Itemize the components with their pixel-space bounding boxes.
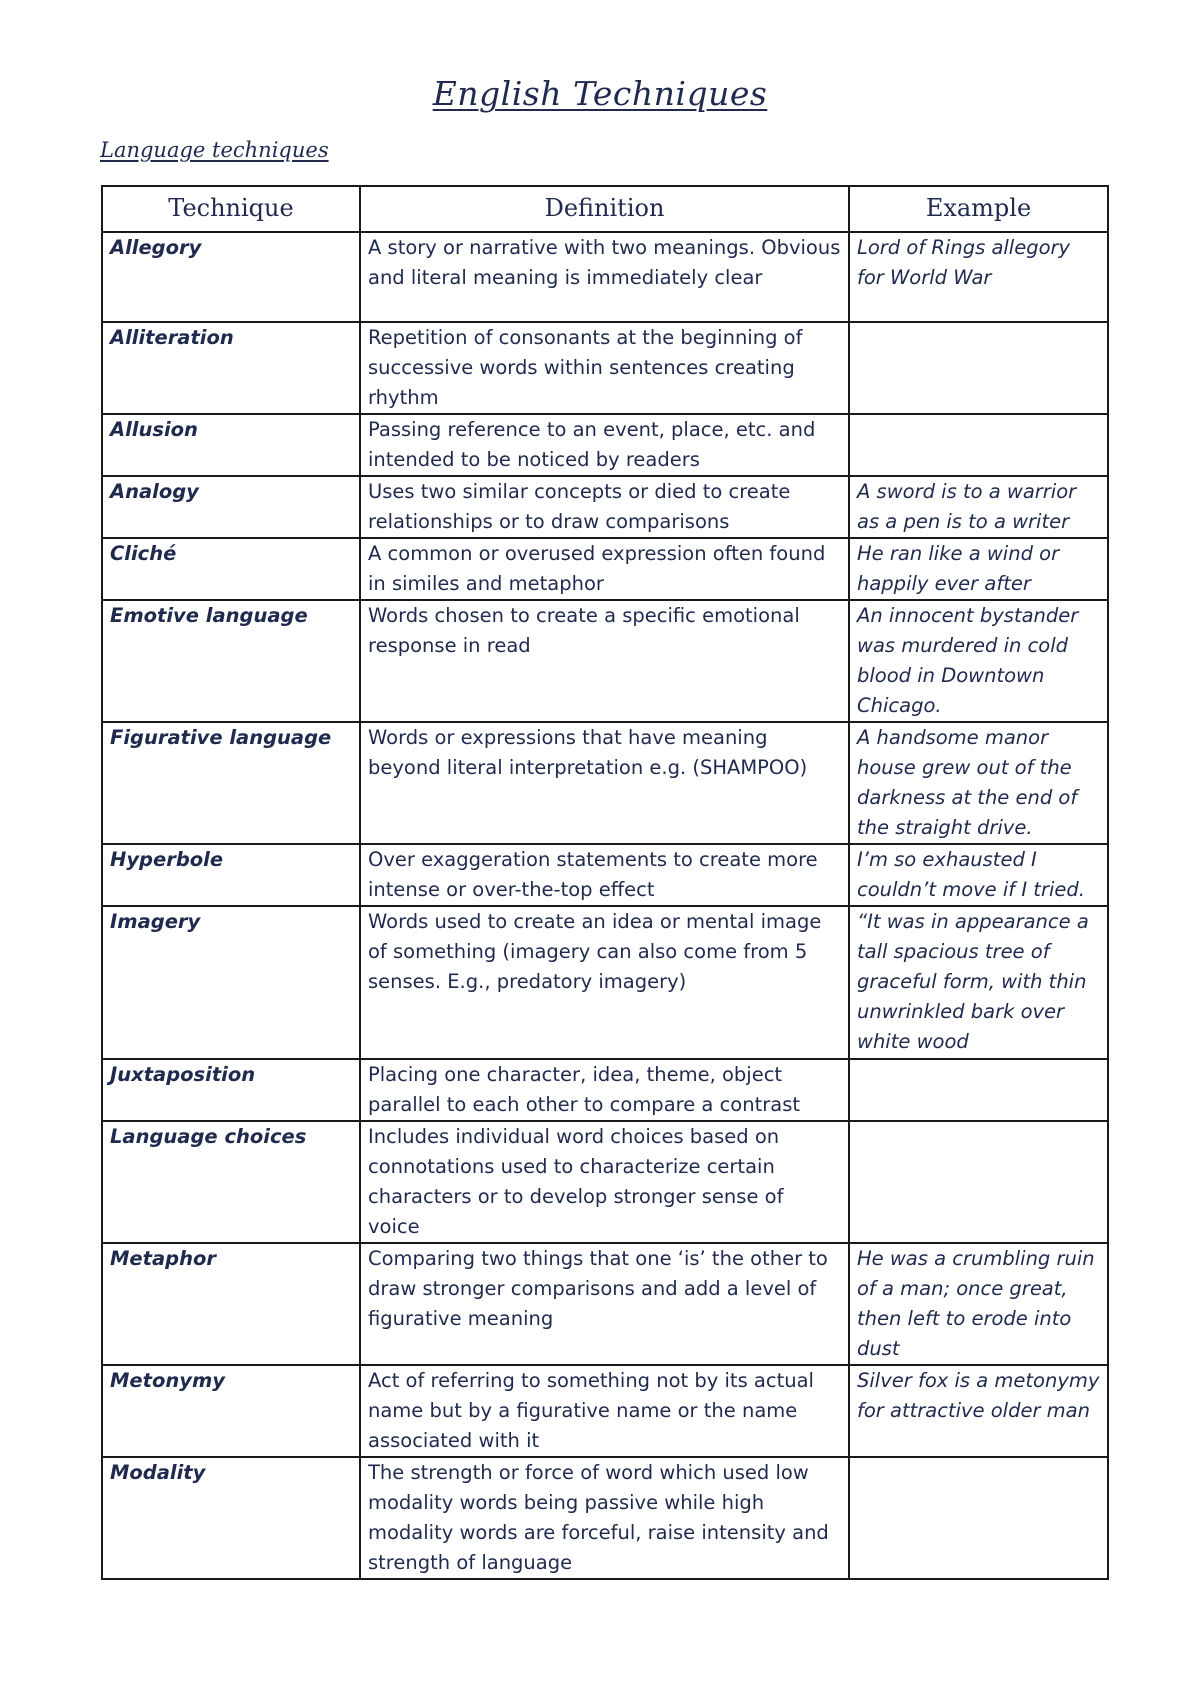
example-cell [849,1457,1108,1579]
table-row [102,232,1108,322]
example-cell: He was a crumbling ruin of a man; once great, then left to erode into dust [849,1243,1108,1365]
techniques-table [101,185,1109,1580]
table-row [102,906,1108,1059]
table-row [102,844,1108,906]
technique-cell: Alliteration [102,322,360,414]
technique-cell: Allusion [102,414,360,476]
technique-cell: Emotive language [102,600,360,722]
definition-cell: Over exaggeration statements to create more intense or over-the-top effect [360,844,849,906]
definition-cell: Words chosen to create a specific emotional response in read [360,600,849,722]
table-row [102,1243,1108,1365]
technique-cell: Imagery [102,906,360,1059]
table-row [102,600,1108,722]
table-row [102,1365,1108,1457]
technique-cell: Metonymy [102,1365,360,1457]
table-row [102,322,1108,414]
example-cell: I’m so exhausted I couldn’t move if I tried. [849,844,1108,906]
table-row [102,476,1108,538]
technique-cell: Metaphor [102,1243,360,1365]
table-row [102,1457,1108,1579]
example-cell: Lord of Rings allegory for World War [849,232,1108,322]
definition-cell: A common or overused expression often found in similes and metaphor [360,538,849,600]
example-cell [849,414,1108,476]
definition-cell: Passing reference to an event, place, etc. and intended to be noticed by readers [360,414,849,476]
example-cell: An innocent bystander was murdered in cold blood in Downtown Chicago. [849,600,1108,722]
definition-cell: Repetition of consonants at the beginning of successive words within sentences creating rhythm [360,322,849,414]
table-header-row [102,186,1108,232]
table-row [102,414,1108,476]
definition-cell: Words or expressions that have meaning beyond literal interpretation e.g. (SHAMPOO) [360,722,849,844]
definition-cell: The strength or force of word which used low modality words being passive while high modality words are forceful, raise intensity and strength of language [360,1457,849,1579]
definition-cell: Uses two similar concepts or died to create relationships or to draw comparisons [360,476,849,538]
example-cell: He ran like a wind or happily ever after [849,538,1108,600]
example-cell: A handsome manor house grew out of the darkness at the end of the straight drive. [849,722,1108,844]
header-definition: Definition [360,186,849,232]
technique-cell: Juxtaposition [102,1059,360,1121]
example-cell [849,1059,1108,1121]
technique-cell: Hyperbole [102,844,360,906]
technique-cell: Modality [102,1457,360,1579]
example-cell: Silver fox is a metonymy for attractive older man [849,1365,1108,1457]
header-example: Example [849,186,1108,232]
definition-cell: Act of referring to something not by its actual name but by a figurative name or the name associated with it [360,1365,849,1457]
table-row [102,722,1108,844]
section-title: Language techniques [100,138,329,162]
table-row [102,1121,1108,1243]
technique-cell: Language choices [102,1121,360,1243]
example-cell: “It was in appearance a tall spacious tree of graceful form, with thin unwrinkled bark over white wood [849,906,1108,1059]
definition-cell: Includes individual word choices based on connotations used to characterize certain characters or to develop stronger sense of voice [360,1121,849,1243]
table-row [102,538,1108,600]
technique-cell: Cliché [102,538,360,600]
definition-cell: Comparing two things that one ‘is’ the other to draw stronger comparisons and add a level of figurative meaning [360,1243,849,1365]
table-row [102,1059,1108,1121]
definition-cell: Placing one character, idea, theme, object parallel to each other to compare a contrast [360,1059,849,1121]
technique-cell: Analogy [102,476,360,538]
header-technique: Technique [102,186,360,232]
technique-cell: Figurative language [102,722,360,844]
example-cell: A sword is to a warrior as a pen is to a writer [849,476,1108,538]
definition-cell: A story or narrative with two meanings. Obvious and literal meaning is immediately clear [360,232,849,322]
technique-cell: Allegory [102,232,360,322]
page-title: English Techniques [432,74,768,113]
example-cell [849,1121,1108,1243]
definition-cell: Words used to create an idea or mental image of something (imagery can also come from 5 senses. E.g., predatory imagery) [360,906,849,1059]
example-cell [849,322,1108,414]
